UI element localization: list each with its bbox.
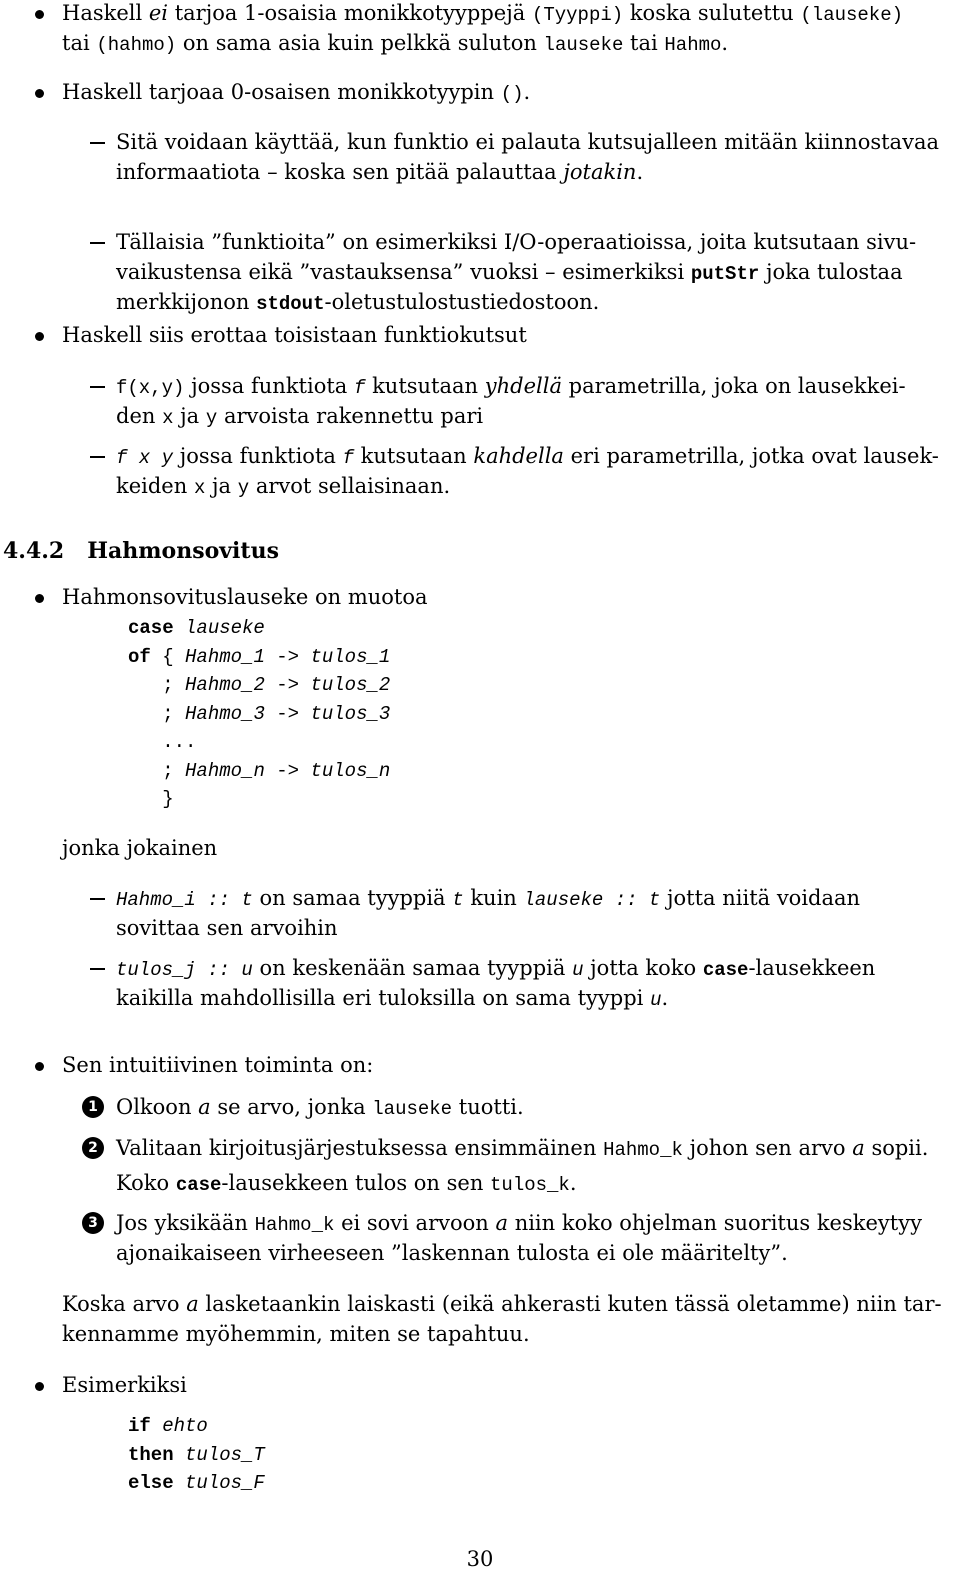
text-line: tulos_j :: u on keskenään samaa tyyppiä u jotta koko case-lausekkeen <box>116 956 876 981</box>
text-line: Hahmonsovituslauseke on muotoa <box>62 585 428 609</box>
text-line: informaatiota – koska sen pitää palauttaa jotakin. <box>116 160 644 184</box>
text-line: Sen intuitiivinen toiminta on: <box>62 1053 374 1077</box>
bullet-marker <box>35 594 44 603</box>
page-number: 30 <box>466 1547 494 1571</box>
bullet-marker <box>35 1062 44 1071</box>
text-line: Hahmo_i :: t on samaa tyyppiä t kuin lauseke :: t jotta niitä voidaan <box>116 886 861 911</box>
text-line: kennamme myöhemmin, miten se tapahtuu. <box>62 1322 530 1346</box>
text-line: Sitä voidaan käyttää, kun funktio ei palauta kutsujalleen mitään kiinnostavaa <box>116 130 939 154</box>
text-line: kaikilla mahdollisilla eri tuloksilla on sama tyyppi u. <box>116 986 669 1011</box>
dash-marker <box>90 898 105 900</box>
dash-marker <box>90 456 105 458</box>
text-line: den x ja y arvoista rakennettu pari <box>116 404 484 429</box>
text-line: Jos yksikään Hahmo_k ei sovi arvoon a niin koko ohjelman suoritus keskeytyy <box>116 1211 922 1236</box>
enum-marker-2: 2 <box>82 1137 104 1159</box>
text-line: Haskell siis erottaa toisistaan funktiokutsut <box>62 323 527 347</box>
code-block-case: case lauseke of { Hahmo_1 -> tulos_1 ; Hahmo_2 -> tulos_2 ; Hahmo_3 -> tulos_3 ... ; Hahmo_n -> tulos_n } <box>128 617 391 810</box>
text-line: Esimerkiksi <box>62 1373 187 1397</box>
text-line: merkkijonon stdout-oletustulostustiedostoon. <box>116 290 600 315</box>
text-line: sovittaa sen arvoihin <box>116 916 338 940</box>
dash-marker <box>90 242 105 244</box>
section-title: Hahmonsovitus <box>87 538 279 564</box>
dash-marker <box>90 968 105 970</box>
section-number: 4.4.2 <box>3 538 65 564</box>
text-line: Koko case-lausekkeen tulos on sen tulos_k. <box>116 1171 577 1196</box>
text-line: Tällaisia ”funktioita” on esimerkiksi I/O-operaatioissa, joita kutsutaan sivu- <box>116 230 917 254</box>
text-line: keiden x ja y arvot sellaisinaan. <box>116 474 451 499</box>
bullet-marker <box>35 332 44 341</box>
text-line: ajonaikaiseen virheeseen ”laskennan tulosta ei ole määritelty”. <box>116 1241 788 1265</box>
enum-marker-1: 1 <box>82 1096 104 1118</box>
text-line: Haskell ei tarjoa 1-osaisia monikkotyyppejä (Tyyppi) koska sulutettu (lauseke) <box>62 1 904 26</box>
text-line: jonka jokainen <box>62 836 218 860</box>
text-line: f(x,y) jossa funktiota f kutsutaan yhdellä parametrilla, joka on lausekkei- <box>116 374 906 399</box>
dash-marker <box>90 386 105 388</box>
text-line: f x y jossa funktiota f kutsutaan kahdella eri parametrilla, jotka ovat lausek- <box>116 444 939 469</box>
text-line: Haskell tarjoaa 0-osaisen monikkotyypin (). <box>62 80 531 105</box>
text-line: Valitaan kirjoitusjärjestuksessa ensimmäinen Hahmo_k johon sen arvo a sopii. <box>116 1136 929 1161</box>
section-heading <box>3 537 279 565</box>
text-line: tai (hahmo) on sama asia kuin pelkkä suluton lauseke tai Hahmo. <box>62 31 729 56</box>
text-line: Olkoon a se arvo, jonka lauseke tuotti. <box>116 1095 524 1120</box>
code-block-if: if ehto then tulos_T else tulos_F <box>128 1415 265 1494</box>
enum-marker-3: 3 <box>82 1212 104 1234</box>
bullet-marker <box>35 1382 44 1391</box>
dash-marker <box>90 142 105 144</box>
text-line: Koska arvo a lasketaankin laiskasti (eikä ahkerasti kuten tässä oletamme) niin tar- <box>62 1292 942 1316</box>
bullet-marker <box>35 89 44 98</box>
text-line: vaikustensa eikä ”vastauksensa” vuoksi – esimerkiksi putStr joka tulostaa <box>116 260 903 285</box>
bullet-marker <box>35 10 44 19</box>
